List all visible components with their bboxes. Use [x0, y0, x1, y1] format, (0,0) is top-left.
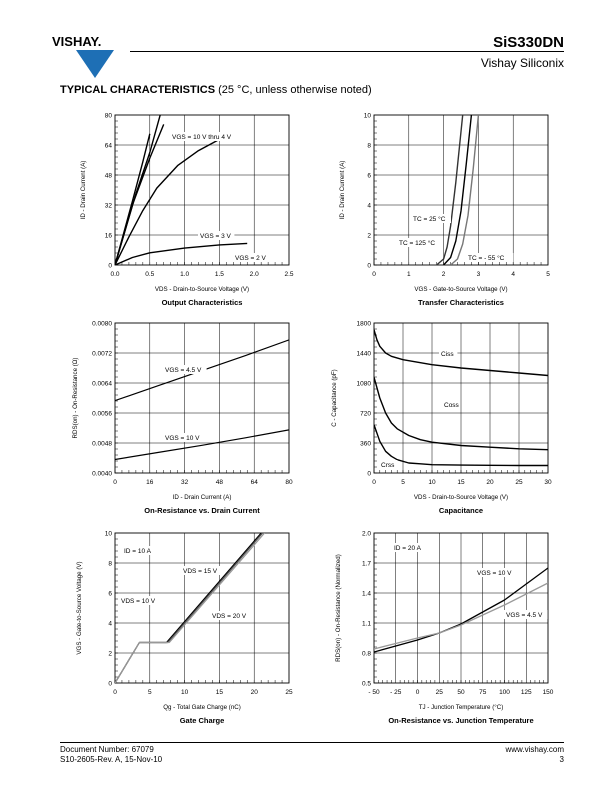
chart-title: On-Resistance vs. Junction Temperature	[388, 716, 534, 725]
y-tick-label: 2.0	[361, 530, 371, 538]
revision: S10-2605-Rev. A, 15-Nov-10	[60, 755, 163, 764]
y-tick-label: 1.1	[361, 620, 371, 628]
x-tick-label: 0	[372, 271, 376, 278]
x-axis-label: Qg - Total Gate Charge (nC)	[163, 704, 241, 711]
y-tick-label: 1.7	[361, 560, 371, 568]
annotation-label: TC = - 55 °C	[468, 255, 505, 262]
chart-title: Gate Charge	[179, 716, 225, 725]
x-tick-label: 15	[457, 479, 465, 486]
x-tick-label: 20	[250, 689, 258, 696]
y-tick-label: 0	[367, 470, 371, 478]
annotation-label: VGS = 3 V	[200, 233, 231, 240]
series-line	[115, 533, 263, 683]
y-tick-label: 0.0048	[92, 440, 112, 448]
x-tick-label: 16	[146, 479, 154, 486]
website-link[interactable]: www.vishay.com	[505, 745, 564, 754]
x-tick-label: 25	[515, 479, 523, 486]
x-tick-label: 0	[113, 479, 117, 486]
x-tick-label: 15	[215, 689, 224, 696]
page-number: 3	[559, 755, 564, 764]
y-axis-label: C - Capacitance (pF)	[331, 369, 338, 427]
y-tick-label: 6	[367, 172, 371, 180]
x-tick-label: - 25	[390, 689, 402, 696]
x-tick-label: 1	[406, 271, 411, 278]
y-tick-label: 2	[367, 232, 371, 240]
y-tick-label: 1800	[356, 320, 371, 328]
chart-title: Capacitance	[438, 506, 484, 515]
y-tick-label: 0.0072	[92, 350, 112, 358]
y-axis-label: ID - Drain Current (A)	[339, 160, 346, 220]
y-tick-label: 0.8	[361, 650, 371, 658]
x-tick-label: 2.0	[249, 271, 259, 278]
annotation-label: TC = 25 °C	[413, 216, 446, 223]
x-tick-label: 4	[511, 271, 516, 278]
x-axis-label: VGS - Gate-to-Source Voltage (V)	[414, 286, 508, 293]
x-tick-label: 3	[476, 271, 481, 278]
x-tick-label: 75	[479, 689, 487, 696]
chart-3	[72, 321, 293, 516]
x-tick-label: 30	[544, 479, 552, 486]
x-tick-label: 2.5	[284, 271, 294, 278]
x-tick-label: 2	[441, 271, 446, 278]
x-tick-label: 150	[542, 689, 554, 696]
y-tick-label: 0	[367, 262, 371, 270]
document-number: Document Number: 67079	[60, 745, 154, 754]
annotation-label: VDS = 15 V	[183, 568, 218, 575]
logo-text: VISHAY.	[52, 34, 102, 49]
y-tick-label: 360	[360, 440, 371, 448]
x-tick-label: 0	[415, 689, 420, 696]
y-tick-label: 10	[104, 530, 112, 538]
y-axis-label: VGS - Gate-to-Source Voltage (V)	[76, 561, 83, 655]
plot-frame	[115, 533, 289, 683]
x-tick-label: 48	[215, 479, 224, 486]
annotation-label: VGS = 4.5 V	[506, 612, 543, 619]
chart-4	[331, 321, 552, 516]
y-tick-label: 10	[363, 112, 371, 120]
x-axis-label: VDS - Drain-to-Source Voltage (V)	[413, 494, 509, 501]
y-tick-label: 1440	[356, 350, 371, 358]
chart-title: Transfer Characteristics	[418, 298, 504, 307]
y-tick-label: 8	[367, 142, 371, 150]
annotation-label: Crss	[381, 462, 395, 469]
x-tick-label: 64	[250, 479, 258, 486]
annotation-label: ID = 20 A	[394, 545, 421, 552]
x-tick-label: 10	[180, 689, 189, 696]
plot-frame	[115, 323, 289, 473]
annotation-label: VDS = 10 V	[121, 598, 156, 605]
chart-6	[335, 531, 554, 726]
y-tick-label: 1080	[356, 380, 371, 388]
y-tick-label: 0.0056	[92, 410, 112, 418]
x-tick-label: 80	[285, 479, 293, 486]
chart-title: On-Resistance vs. Drain Current	[144, 506, 260, 515]
annotation-label: VDS = 20 V	[212, 613, 247, 620]
company-name: Vishay Siliconix	[480, 56, 564, 70]
x-tick-label: 5	[401, 479, 405, 486]
y-tick-label: 16	[104, 232, 112, 240]
y-axis-label: ID - Drain Current (A)	[80, 160, 87, 220]
y-tick-label: 4	[367, 202, 371, 210]
x-axis-label: VDS - Drain-to-Source Voltage (V)	[154, 286, 250, 293]
x-tick-label: 0.5	[145, 271, 155, 278]
chart-5	[76, 531, 293, 726]
annotation-label: VGS = 4.5 V	[165, 367, 202, 374]
section-subtitle: (25 °C, unless otherwise noted)	[218, 84, 372, 96]
x-tick-label: 25	[435, 689, 443, 696]
x-tick-label: 0	[372, 479, 376, 486]
section-title: TYPICAL CHARACTERISTICS	[60, 84, 216, 96]
x-tick-label: 1.5	[214, 271, 224, 278]
footer-right	[505, 745, 564, 765]
y-tick-label: 0.0040	[92, 470, 112, 478]
annotation-label: TC = 125 °C	[399, 240, 436, 247]
x-tick-label: 5	[147, 689, 152, 696]
x-tick-label: 32	[180, 479, 189, 486]
x-tick-label: 50	[457, 689, 465, 696]
chart-2	[339, 113, 550, 308]
y-tick-label: 4	[108, 620, 112, 628]
y-tick-label: 1.4	[361, 590, 371, 598]
series-line	[115, 124, 164, 265]
annotation-label: VGS = 10 V	[477, 570, 512, 577]
annotation-label: VGS = 2 V	[235, 255, 266, 262]
y-tick-label: 6	[108, 590, 112, 598]
x-tick-label: 20	[486, 479, 494, 486]
annotation-label: Ciss	[441, 351, 454, 358]
series-line	[115, 533, 261, 683]
y-tick-label: 64	[104, 142, 112, 150]
x-tick-label: 0.0	[110, 271, 120, 278]
y-tick-label: 720	[360, 410, 371, 418]
y-tick-label: 32	[104, 202, 112, 210]
y-axis-label: RDS(on) - On-Resistance (Normalized)	[335, 554, 342, 662]
x-tick-label: 0	[113, 689, 117, 696]
y-tick-label: 0	[108, 262, 112, 270]
x-tick-label: 100	[499, 689, 510, 696]
y-tick-label: 80	[104, 112, 112, 120]
footer-left	[60, 745, 162, 765]
annotation-label: VGS = 10 V	[165, 435, 200, 442]
x-tick-label: 10	[428, 479, 436, 486]
y-axis-label: RDS(on) - On-Resistance (Ω)	[72, 357, 79, 439]
x-tick-label: - 50	[368, 689, 380, 696]
footer-rule	[60, 742, 564, 743]
part-number: SiS330DN	[493, 34, 564, 51]
y-tick-label: 0.0064	[92, 380, 112, 388]
series-line	[115, 243, 247, 265]
y-tick-label: 0	[108, 680, 112, 688]
annotation-label: ID = 10 A	[124, 548, 151, 555]
chart-1	[80, 113, 294, 308]
x-axis-label: TJ - Junction Temperature (°C)	[418, 704, 504, 711]
x-tick-label: 25	[285, 689, 293, 696]
y-tick-label: 48	[104, 172, 112, 180]
x-tick-label: 5	[546, 271, 550, 278]
x-tick-label: 1.0	[180, 271, 190, 278]
annotation-label: Coss	[444, 402, 459, 409]
chart-title: Output Characteristics	[161, 298, 243, 307]
y-tick-label: 2	[108, 650, 112, 658]
annotation-label: VGS = 10 V thru 4 V	[172, 134, 232, 141]
y-tick-label: 0.5	[361, 680, 371, 688]
y-tick-label: 0.0080	[92, 320, 112, 328]
x-axis-label: ID - Drain Current (A)	[172, 494, 232, 501]
x-tick-label: 125	[520, 689, 532, 696]
y-tick-label: 8	[108, 560, 112, 568]
